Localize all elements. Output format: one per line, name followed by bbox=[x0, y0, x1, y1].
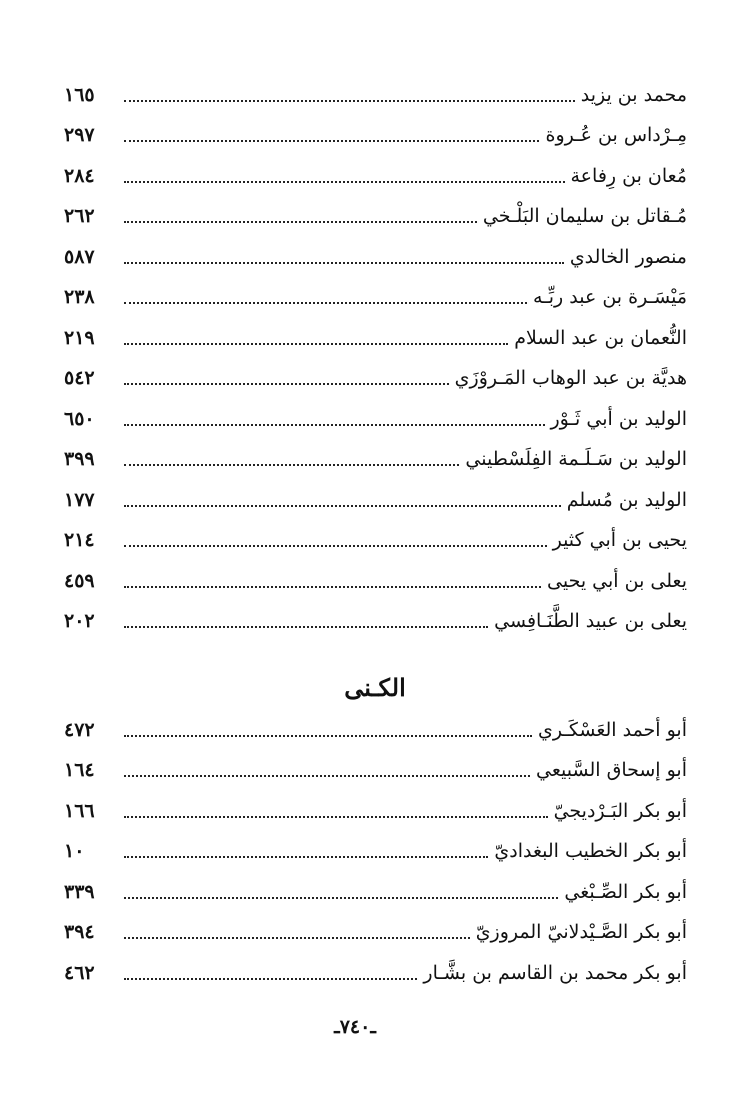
entry-page-number: ٦٥٠ bbox=[64, 407, 95, 430]
entry-name: هديَّة بن عبد الوهاب المَـروْزَي bbox=[454, 367, 687, 389]
entry-name: مُـقاتل بن سليمان البَلْـخي bbox=[482, 205, 687, 227]
entry-name: الوليد بن مُسلم bbox=[566, 488, 687, 511]
index-entry bbox=[64, 786, 687, 827]
index-entry bbox=[64, 705, 687, 746]
entry-name: مُعان بن رِفاعة bbox=[570, 164, 687, 187]
index-entry bbox=[64, 867, 687, 908]
entry-name: مِـرْداس بن عُـروة bbox=[545, 124, 687, 146]
entry-page-number: ٤٧٢ bbox=[64, 718, 95, 741]
dotted-leader bbox=[124, 897, 558, 899]
dotted-leader bbox=[124, 262, 564, 264]
kuna-index-list bbox=[64, 705, 687, 989]
index-entry bbox=[64, 313, 687, 354]
entry-name: أبو بكر البَـرْديجيّ bbox=[553, 799, 687, 822]
entry-page-number: ٢٦٢ bbox=[64, 205, 95, 227]
entry-page-number: ٣٣٩ bbox=[64, 880, 95, 903]
index-entry bbox=[64, 70, 687, 111]
index-entry bbox=[64, 435, 687, 476]
dotted-leader bbox=[124, 586, 541, 588]
entry-page-number: ٢٣٨ bbox=[64, 286, 95, 308]
section-heading-kuna: الكـنى bbox=[344, 673, 406, 702]
page-number: ـ٧٤٠ـ bbox=[334, 1016, 376, 1038]
index-entry bbox=[64, 908, 687, 949]
index-entry bbox=[64, 192, 687, 233]
entry-page-number: ١٦٦ bbox=[64, 799, 95, 822]
dotted-leader bbox=[124, 735, 532, 737]
entry-page-number: ١٦٥ bbox=[64, 83, 95, 106]
entry-name: مَيْسَـرة بن عبد ربِّـه bbox=[533, 286, 687, 308]
entry-page-number: ٢٩٧ bbox=[64, 124, 95, 146]
dotted-leader bbox=[124, 775, 530, 777]
index-entry bbox=[64, 827, 687, 868]
entry-page-number: ٥٤٢ bbox=[64, 367, 95, 389]
dotted-leader bbox=[124, 221, 477, 223]
index-entry bbox=[64, 516, 687, 557]
names-index-list bbox=[64, 70, 687, 637]
entry-name: أبو بكر الصَّـيْدلانيّ المروزيّ bbox=[475, 921, 687, 943]
index-entry bbox=[64, 948, 687, 989]
entry-page-number: ١٧٧ bbox=[64, 488, 95, 511]
dotted-leader bbox=[124, 464, 459, 466]
entry-page-number: ٤٦٢ bbox=[64, 961, 95, 984]
entry-name: أبو إسحاق السَّبيعي bbox=[536, 759, 687, 781]
dotted-leader bbox=[124, 100, 575, 102]
dotted-leader bbox=[124, 937, 470, 939]
entry-name: أبو بكر الخطيب البغداديّ bbox=[494, 840, 687, 862]
dotted-leader bbox=[124, 181, 565, 183]
entry-name: منصور الخالدي bbox=[569, 245, 687, 268]
index-entry bbox=[64, 354, 687, 395]
entry-page-number: ٤٥٩ bbox=[64, 569, 95, 592]
entry-name: أبو بكر الصِّـبْغي bbox=[564, 880, 687, 903]
dotted-leader bbox=[124, 978, 417, 980]
entry-name: محمد بن يزيد bbox=[580, 83, 687, 106]
dotted-leader bbox=[124, 856, 488, 858]
index-entry bbox=[64, 475, 687, 516]
dotted-leader bbox=[124, 816, 548, 818]
dotted-leader bbox=[124, 505, 561, 507]
entry-page-number: ٣٩٩ bbox=[64, 448, 95, 470]
entry-name: يحيى بن أبي كثير bbox=[552, 529, 687, 551]
entry-name: أبو بكر محمد بن القاسم بن بشَّـار bbox=[423, 961, 687, 984]
entry-page-number: ٢١٩ bbox=[64, 326, 95, 349]
index-entry bbox=[64, 746, 687, 787]
entry-name: الوليد بن سَـلَـمة الفِلَسْطيني bbox=[465, 448, 687, 470]
index-entry bbox=[64, 394, 687, 435]
entry-name: يعلى بن عبيد الطَّنَـافِسي bbox=[494, 610, 687, 632]
dotted-leader bbox=[124, 424, 545, 426]
index-entry bbox=[64, 232, 687, 273]
index-entry bbox=[64, 556, 687, 597]
entry-name: يعلى بن أبي يحيى bbox=[547, 569, 687, 592]
dotted-leader bbox=[124, 383, 449, 385]
entry-page-number: ٢٨٤ bbox=[64, 164, 95, 187]
dotted-leader bbox=[124, 545, 547, 547]
dotted-leader bbox=[124, 140, 539, 142]
entry-page-number: ٢١٤ bbox=[64, 529, 95, 551]
dotted-leader bbox=[124, 343, 508, 345]
entry-name: الوليد بن أبي ثَـوْر bbox=[550, 407, 687, 430]
entry-page-number: ١٠ bbox=[64, 840, 85, 862]
entry-page-number: ١٦٤ bbox=[64, 759, 95, 781]
entry-name: أبو أحمد العَسْكَـري bbox=[537, 718, 687, 741]
entry-name: النُّعمان بن عبد السلام bbox=[514, 326, 687, 349]
entry-page-number: ٥٨٧ bbox=[64, 245, 95, 268]
index-entry bbox=[64, 597, 687, 638]
entry-page-number: ٢٠٢ bbox=[64, 610, 95, 632]
dotted-leader bbox=[124, 302, 527, 304]
index-entry bbox=[64, 111, 687, 152]
index-entry bbox=[64, 273, 687, 314]
index-entry bbox=[64, 151, 687, 192]
entry-page-number: ٣٩٤ bbox=[64, 921, 95, 943]
dotted-leader bbox=[124, 626, 488, 628]
